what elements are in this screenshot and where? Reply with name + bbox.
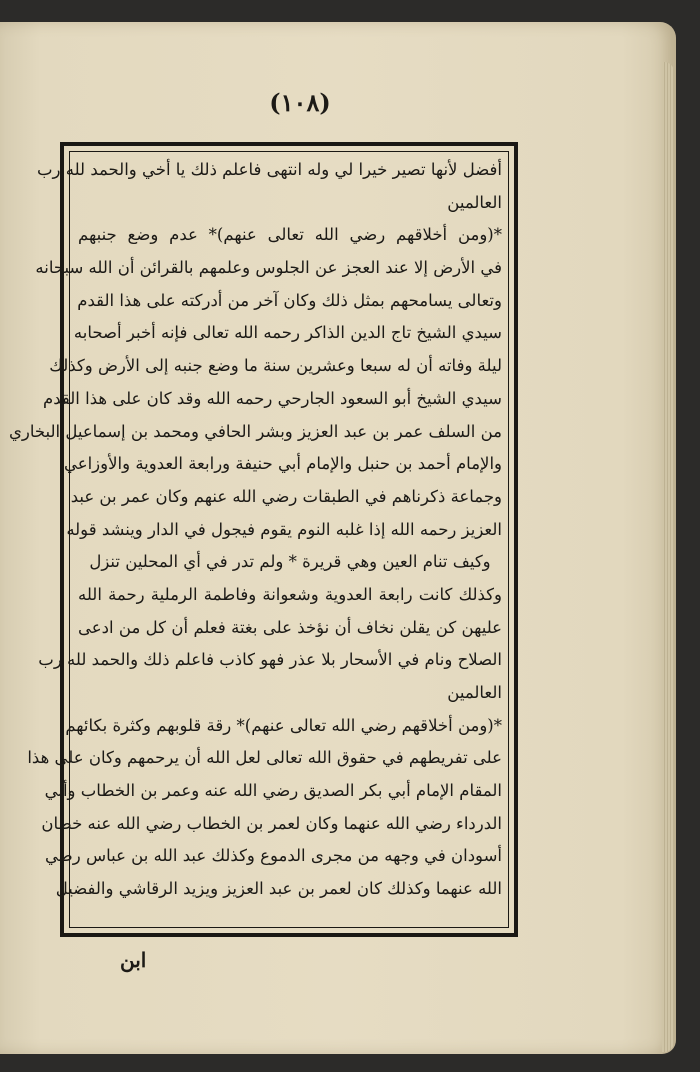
text-line: المقام الإمام أبي بكر الصديق رضي الله عنه وعمر بن الخطاب وأبي xyxy=(44,781,502,801)
text-line: وجماعة ذكرناهم في الطبقات رضي الله عنهم وكان عمر بن عبد xyxy=(70,486,502,506)
text-line: أفضل لأنها تصير خيرا لي وله انتهى فاعلم ذلك يا أخي والحمد لله رب xyxy=(37,160,502,179)
text-line: عليهن كن يقلن نخاف أن نؤخذ على بغتة فعلم أن كل من ادعى xyxy=(78,617,502,637)
page-edge xyxy=(662,62,674,1052)
text-line: الصلاح ونام في الأسحار بلا عذر فهو كاذب فاعلم ذلك والحمد لله رب xyxy=(38,650,502,670)
text-line: العالمين xyxy=(447,683,502,702)
text-line: سيدي الشيخ تاج الدين الذاكر رحمه الله تعالى فإنه أخبر أصحابه xyxy=(73,323,502,343)
text-line: والإمام أحمد بن حنبل والإمام أبي حنيفة ورابعة العدوية والأوزاعي xyxy=(64,454,502,474)
text-line: العالمين xyxy=(447,192,502,212)
text-line: وكذلك كانت رابعة العدوية وشعوانة وفاطمة الرملية رحمة الله xyxy=(78,584,502,604)
text-frame xyxy=(8,142,518,937)
text-block xyxy=(8,154,502,925)
text-line: الله عنهما وكذلك كان لعمر بن عبد العزيز ويزيد الرقاشي والفضيل xyxy=(55,879,502,899)
verse-line: وكيف تنام العين وهي قريرة * ولم تدر في أي المحلين تنزل xyxy=(89,552,491,572)
section-heading-line: *(ومن أخلاقهم رضي الله تعالى عنهم)* رقة قلوبهم وكثرة بكائهم xyxy=(65,715,502,735)
text-line: وتعالى يسامحهم بمثل ذلك وكان آخر من أدركته على هذا القدم xyxy=(77,290,502,310)
section-heading-line: *(ومن أخلاقهم رضي الله تعالى عنهم)* عدم وضع جنبهم xyxy=(78,225,502,245)
text-line: الدرداء رضي الله عنهما وكان لعمر بن الخطاب رضي الله عنه خطان xyxy=(41,813,502,833)
text-line: من السلف عمر بن عبد العزيز وبشر الحافي ومحمد بن إسماعيل البخاري xyxy=(8,421,502,441)
text-line: سيدي الشيخ أبو السعود الجارحي رحمه الله وقد كان على هذا القدم xyxy=(43,388,502,408)
text-line: في الأرض إلا عند العجز عن الجلوس وعلمهم بالقرائن أن الله سبحانه xyxy=(35,258,502,278)
text-line: أسودان في وجهه من مجرى الدموع وكذلك عبد الله بن عباس رضي xyxy=(44,846,502,866)
text-line: ليلة وفاته أن له سبعا وعشرين سنة ما وضع جنبه إلى الأرض وكذلك xyxy=(49,356,502,376)
catchword: ابن xyxy=(120,948,147,972)
page-number: (١٠٨) xyxy=(269,88,331,117)
text-line: على تفريطهم في حقوق الله تعالى لعل الله أن يرحمهم وكان على هذا xyxy=(27,748,502,768)
text-line: العزيز رحمه الله إذا غلبه النوم يقوم فيجول في الدار وينشد قوله xyxy=(66,519,502,539)
